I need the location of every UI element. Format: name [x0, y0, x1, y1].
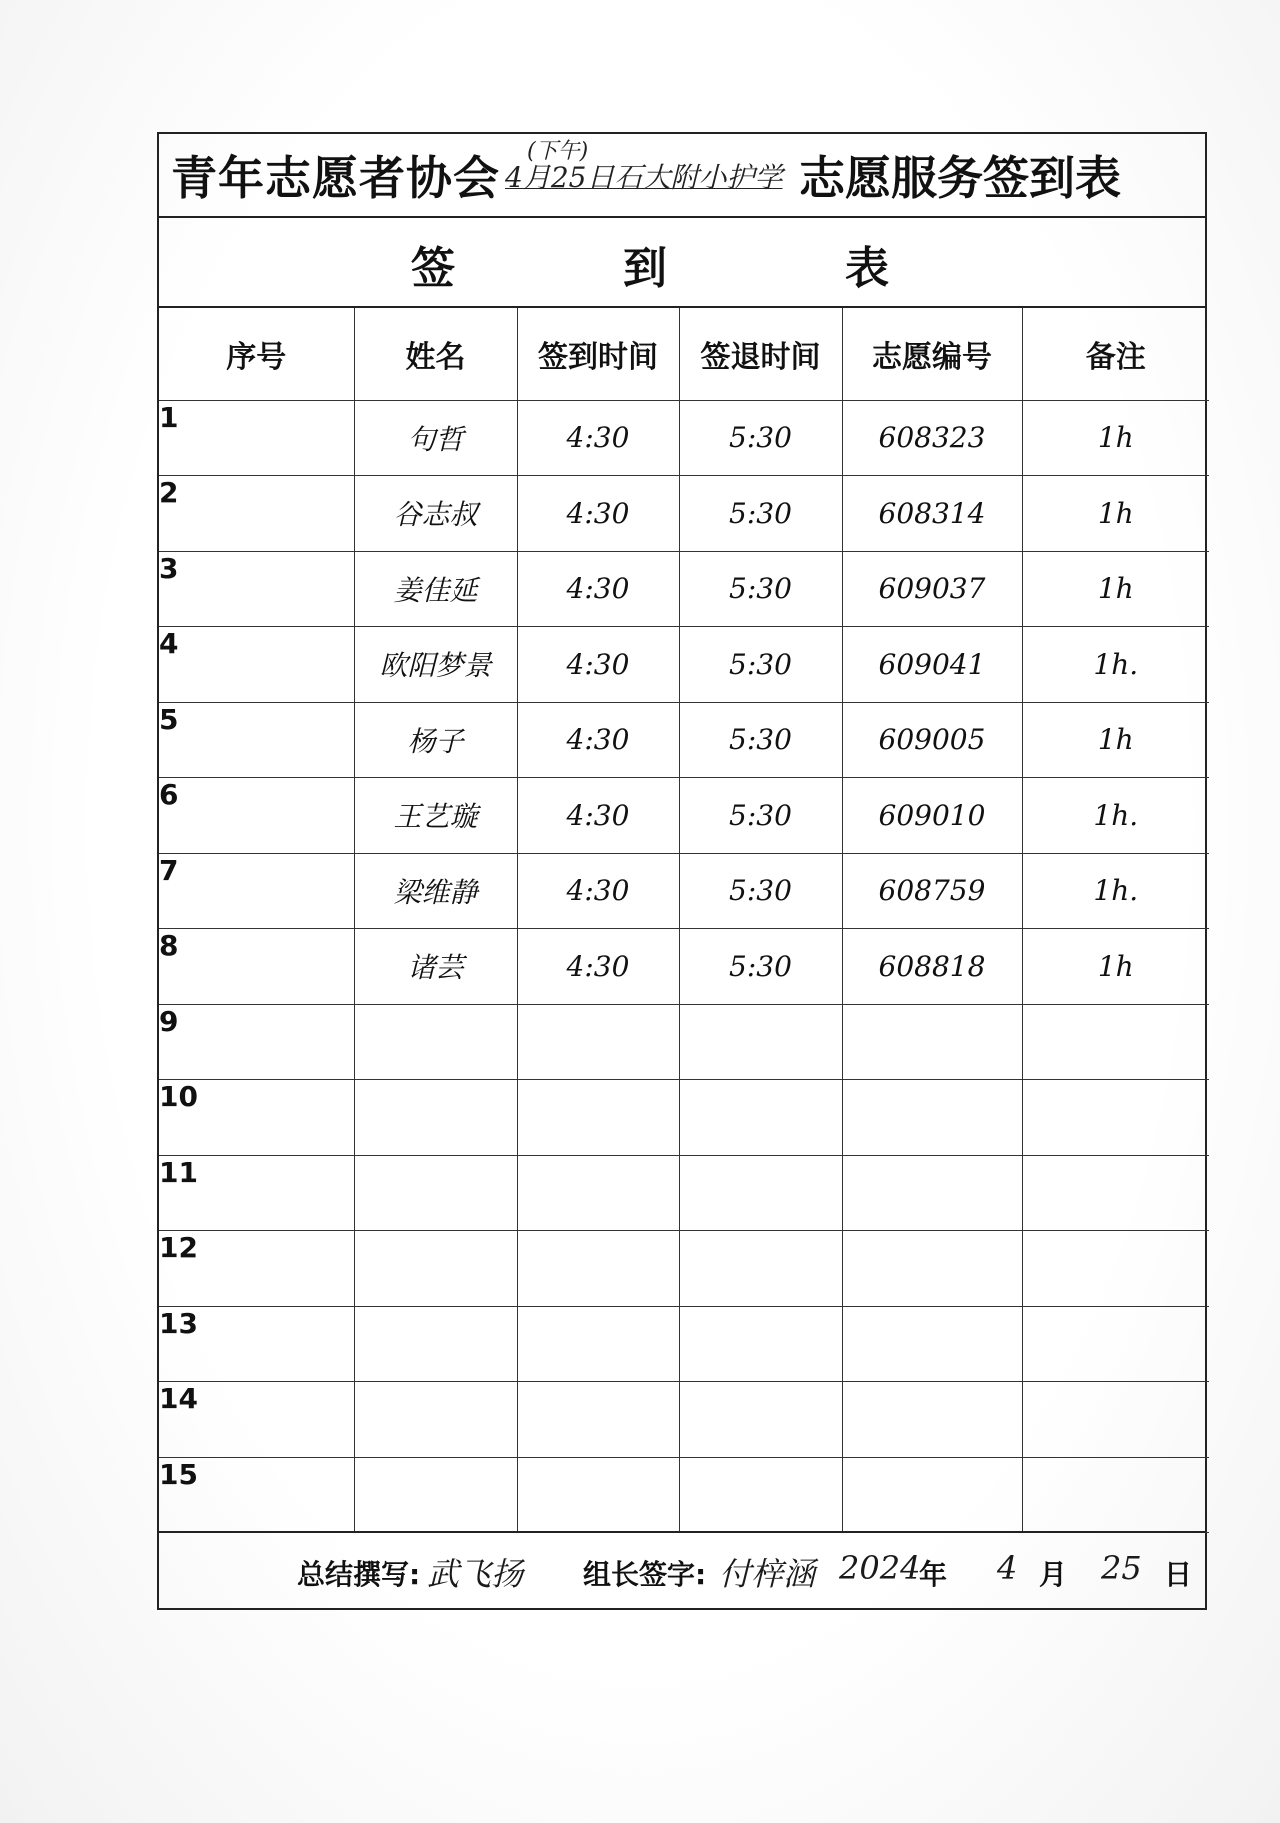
column-header-sign-in-time: 签到时间 [517, 308, 679, 400]
title-row [159, 134, 1205, 218]
sign-in-table [159, 308, 1209, 1533]
note [1022, 1004, 1209, 1080]
sign-in-time: 4:30 [517, 853, 679, 929]
sign-out-time: 5:30 [679, 929, 842, 1005]
row-number: 2 [159, 476, 354, 552]
note [1022, 1306, 1209, 1382]
table-row [159, 400, 1209, 476]
row-number: 12 [159, 1231, 354, 1307]
note: 1h [1022, 702, 1209, 778]
day-value: 25 [1101, 1549, 1142, 1587]
volunteer-name: 王艺璇 [354, 778, 517, 854]
sign-in-sheet [157, 132, 1207, 1610]
table-row [159, 1004, 1209, 1080]
row-number: 11 [159, 1155, 354, 1231]
sign-out-time [679, 1080, 842, 1156]
note: 1h. [1022, 778, 1209, 854]
volunteer-name [354, 1155, 517, 1231]
sign-out-time [679, 1306, 842, 1382]
sign-out-time: 5:30 [679, 400, 842, 476]
volunteer-name: 句哲 [354, 400, 517, 476]
note: 1h [1022, 476, 1209, 552]
column-header-sign-out-time: 签退时间 [679, 308, 842, 400]
day-label: 日 [1164, 1558, 1193, 1591]
table-row [159, 1382, 1209, 1458]
note [1022, 1382, 1209, 1458]
volunteer-id [842, 1080, 1022, 1156]
volunteer-id [842, 1155, 1022, 1231]
sign-in-time: 4:30 [517, 476, 679, 552]
subtitle-row [159, 218, 1205, 308]
month-value: 4 [997, 1549, 1018, 1587]
volunteer-id [842, 1306, 1022, 1382]
sign-out-time: 5:30 [679, 778, 842, 854]
sign-in-time: 4:30 [517, 627, 679, 703]
table-row [159, 929, 1209, 1005]
sign-out-time [679, 1155, 842, 1231]
sign-out-time [679, 1382, 842, 1458]
sign-out-time [679, 1231, 842, 1307]
row-number: 6 [159, 778, 354, 854]
volunteer-name: 杨子 [354, 702, 517, 778]
volunteer-id: 608759 [842, 853, 1022, 929]
row-number: 8 [159, 929, 354, 1005]
sign-out-time [679, 1004, 842, 1080]
row-number: 7 [159, 853, 354, 929]
table-row [159, 778, 1209, 854]
table-row [159, 627, 1209, 703]
table-row [159, 853, 1209, 929]
row-number: 4 [159, 627, 354, 703]
row-number: 10 [159, 1080, 354, 1156]
sign-out-time: 5:30 [679, 702, 842, 778]
column-header-name: 姓名 [354, 308, 517, 400]
note: 1h [1022, 929, 1209, 1005]
title-handwritten-top: (下午) [527, 139, 589, 164]
sign-out-time: 5:30 [679, 551, 842, 627]
volunteer-id [842, 1004, 1022, 1080]
summary-label: 总结撰写: [297, 1558, 421, 1591]
volunteer-id [842, 1231, 1022, 1307]
note [1022, 1155, 1209, 1231]
table-row [159, 1457, 1209, 1533]
note: 1h [1022, 400, 1209, 476]
volunteer-name: 谷志叔 [354, 476, 517, 552]
title-suffix: 志愿服务签到表 [799, 151, 1121, 205]
sign-out-time: 5:30 [679, 476, 842, 552]
table-row [159, 476, 1209, 552]
leader-signature: 付梓涵 [719, 1555, 816, 1593]
volunteer-name [354, 1457, 517, 1533]
volunteer-name: 诸芸 [354, 929, 517, 1005]
sign-in-time [517, 1457, 679, 1533]
subtitle-char: 签 [411, 243, 455, 294]
sign-in-time [517, 1306, 679, 1382]
volunteer-name: 欧阳梦景 [354, 627, 517, 703]
subtitle-char: 表 [845, 243, 889, 294]
sign-in-time [517, 1080, 679, 1156]
volunteer-name [354, 1382, 517, 1458]
month-label: 月 [1039, 1558, 1068, 1591]
year-label: 年 [919, 1558, 948, 1591]
volunteer-id [842, 1382, 1022, 1458]
row-number: 5 [159, 702, 354, 778]
row-number: 1 [159, 400, 354, 476]
column-header-volunteer-id: 志愿编号 [842, 308, 1022, 400]
sign-in-time: 4:30 [517, 400, 679, 476]
sign-in-time: 4:30 [517, 551, 679, 627]
volunteer-id: 608818 [842, 929, 1022, 1005]
title-prefix: 青年志愿者协会 [171, 151, 500, 205]
volunteer-name [354, 1004, 517, 1080]
row-number: 15 [159, 1457, 354, 1533]
table-row [159, 1155, 1209, 1231]
table-row [159, 1306, 1209, 1382]
volunteer-name: 姜佳延 [354, 551, 517, 627]
sign-in-time [517, 1155, 679, 1231]
note: 1h [1022, 551, 1209, 627]
note [1022, 1080, 1209, 1156]
note [1022, 1231, 1209, 1307]
volunteer-name: 梁维静 [354, 853, 517, 929]
row-number: 3 [159, 551, 354, 627]
sign-in-time: 4:30 [517, 702, 679, 778]
volunteer-id: 609010 [842, 778, 1022, 854]
title-handwritten: 4月25日石大附小护学 [505, 161, 783, 194]
table-row [159, 702, 1209, 778]
column-header-note: 备注 [1022, 308, 1209, 400]
volunteer-id: 609041 [842, 627, 1022, 703]
sign-out-time: 5:30 [679, 627, 842, 703]
table-row [159, 551, 1209, 627]
sign-in-time: 4:30 [517, 929, 679, 1005]
sign-out-time: 5:30 [679, 853, 842, 929]
table-row [159, 1080, 1209, 1156]
note: 1h. [1022, 627, 1209, 703]
note: 1h. [1022, 853, 1209, 929]
row-number: 13 [159, 1306, 354, 1382]
volunteer-id: 609005 [842, 702, 1022, 778]
summary-signature: 武飞扬 [427, 1555, 524, 1593]
subtitle-char: 到 [623, 243, 667, 294]
volunteer-id: 608314 [842, 476, 1022, 552]
sign-in-time: 4:30 [517, 778, 679, 854]
sign-out-time [679, 1457, 842, 1533]
year-value: 2024 [839, 1549, 921, 1587]
volunteer-id: 609037 [842, 551, 1022, 627]
sign-in-time [517, 1004, 679, 1080]
volunteer-id: 608323 [842, 400, 1022, 476]
table-header-row [159, 308, 1209, 400]
sign-in-time [517, 1231, 679, 1307]
leader-label: 组长签字: [583, 1558, 707, 1591]
row-number: 14 [159, 1382, 354, 1458]
volunteer-id [842, 1457, 1022, 1533]
volunteer-name [354, 1306, 517, 1382]
volunteer-name [354, 1080, 517, 1156]
column-header-no: 序号 [159, 308, 354, 400]
note [1022, 1457, 1209, 1533]
table-row [159, 1231, 1209, 1307]
row-number: 9 [159, 1004, 354, 1080]
volunteer-name [354, 1231, 517, 1307]
footer-row [159, 1531, 1205, 1608]
sign-in-time [517, 1382, 679, 1458]
